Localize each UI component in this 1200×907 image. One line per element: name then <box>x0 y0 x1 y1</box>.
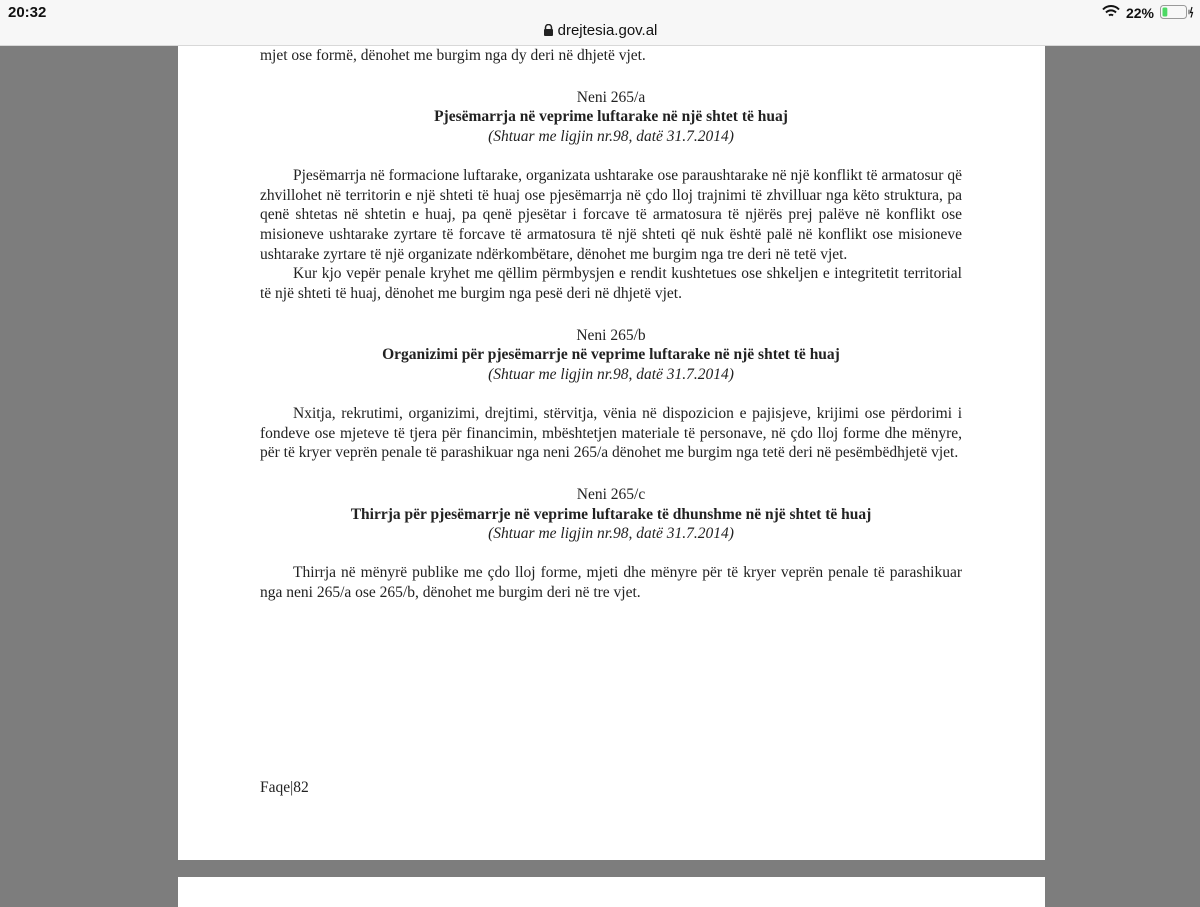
article-paragraph: Pjesëmarrja në formacione luftarake, organizata ushtarake ose paraushtarake në një konflikt të armatosur që zhvillohet në territorin e një shteti të huaj ose pjesëmarrja në çdo lloj trajnimi të zhvilluar nga këto struktura, pa qenë shtetas në shtetin e huaj, pa qenë pjesëtar i forcave të armatosura të njërës prej palëve në konflikt ose misioneve ushtarake zyrtare të forcave të armatosura të një shteti që nuk është palë në konflikt ose misioneve ushtarake zyrtare të një organizate ndërkombëtare, dënohet me burgim nga tre deri në tetë vjet. <box>260 166 962 263</box>
continued-line: mjet ose formë, dënohet me burgim nga dy deri në dhjetë vjet. <box>260 47 646 64</box>
next-document-page <box>178 877 1045 907</box>
status-time: 20:32 <box>8 4 47 21</box>
lock-icon <box>543 23 554 35</box>
article-265b <box>260 326 962 385</box>
article-paragraph: Nxitja, rekrutimi, organizimi, drejtimi, stërvitja, vënia në dispozicion e pajisjeve, krijimi ose përdorimi i fondeve ose mjeteve të tjera për financimin, mbështetjen materiale të personave, në çdo lloj forme dhe mënyre, për të kryer veprën penale të parashikuar nga neni 265/a dënohet me burgim nga tetë deri në pesëmbëdhjetë vjet. <box>260 404 962 462</box>
article-title: Thirrja për pjesëmarrje në veprime luftarake të dhunshme në një shtet të huaj <box>350 505 872 523</box>
article-note: (Shtuar me ligjin nr.98, datë 31.7.2014) <box>488 525 734 543</box>
document-page <box>178 46 1045 860</box>
status-bar <box>0 0 1200 46</box>
article-265a <box>260 88 962 147</box>
article-number: Neni 265/c <box>576 485 646 503</box>
wifi-icon <box>1102 5 1120 21</box>
article-note: (Shtuar me ligjin nr.98, datë 31.7.2014) <box>488 366 734 384</box>
article-title: Organizimi për pjesëmarrje në veprime luftarake në një shtet të huaj <box>382 346 840 364</box>
article-paragraph: Thirrja në mënyrë publike me çdo lloj forme, mjeti dhe mënyre për të kryer veprën penale të parashikuar nga neni 265/a ose 265/b, dënohet me burgim deri në tre vjet. <box>260 564 962 601</box>
article-paragraph: Kur kjo vepër penale kryhet me qëllim përmbysjen e rendit kushtetues ose shkeljen e integritetit territorial të një shteti të huaj, dënohet me burgim nga pesë deri në dhjetë vjet. <box>260 265 962 303</box>
article-number: Neni 265/b <box>576 326 646 344</box>
url-text[interactable]: drejtesia.gov.al <box>557 22 658 39</box>
article-265c <box>260 485 962 544</box>
battery-icon <box>1160 5 1194 22</box>
address-bar[interactable] <box>0 22 1200 39</box>
document-body <box>260 46 962 602</box>
article-note: (Shtuar me ligjin nr.98, datë 31.7.2014) <box>488 128 734 146</box>
battery-percent: 22% <box>1125 4 1154 21</box>
article-number: Neni 265/a <box>576 88 646 106</box>
page-footer: Faqe|82 <box>260 779 309 796</box>
article-title: Pjesëmarrja në veprime luftarake në një shtet të huaj <box>434 108 788 126</box>
status-right <box>1102 4 1194 21</box>
